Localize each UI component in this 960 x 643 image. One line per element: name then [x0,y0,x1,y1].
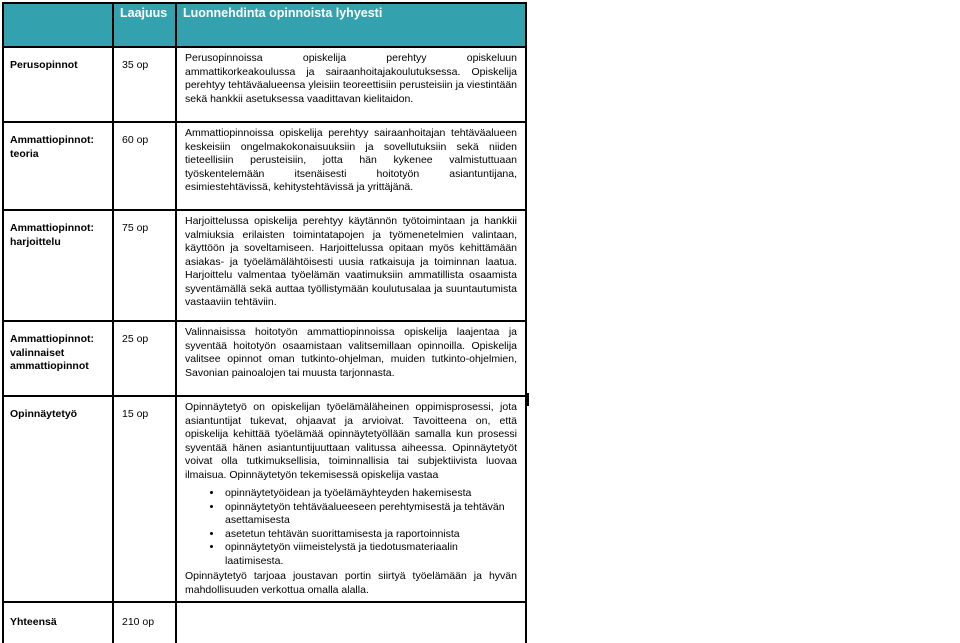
thesis-task-item: • opinnäytetyön viimeistelystä ja tiedotusmateriaalin laatimisesta. [223,541,517,568]
table-row-perusopinnot [3,47,526,122]
table-row-ammattiopinnot-harjoittelu [3,210,526,321]
row-label: Yhteensä [3,602,113,643]
header-row [3,3,526,47]
table-row-opinnaytetyo [3,396,526,602]
header-cell-category [3,3,113,47]
thesis-task-item: • opinnäytetyön tehtäväalueeseen perehtymisestä ja tehtävän asettamisesta [223,501,517,528]
thesis-task-list [185,487,517,568]
curriculum-table [2,2,527,643]
header-cell-description: Luonnehdinta opinnoista lyhyesti [176,3,526,47]
row-credits: 60 op [113,122,176,210]
text-cursor-artifact [525,393,529,406]
document-page [0,2,960,643]
row-credits: 210 op [113,602,176,643]
thesis-description-intro: Opinnäytetyö on opiskelijan työelämäläheinen oppimisprosessi, jota asiantuntijat tukevat, ohjaavat ja arvioivat. Tavoitteena on, että opiskelija kehittää työelämää opinnäytetyöllään samalla kun prosessi syventää hänen asiantuntijuuttaan valitussa aiheessa. Opinnäytetyöt voivat olla tutkimuksellisia, toiminnallisia tai subjektiivista luovaa ilmaisua. Opinnäytetyön tekemisessä opiskelija vastaa [185,401,517,481]
table-row-ammattiopinnot-valinnaiset [3,321,526,396]
table-header [3,3,526,47]
thesis-task-item: • asetetun tehtävän suorittamisesta ja raportoinnista [223,528,517,542]
row-label: Opinnäytetyö [3,396,113,602]
row-credits: 25 op [113,321,176,396]
row-label: Ammattiopinnot: harjoittelu [3,210,113,321]
row-credits: 75 op [113,210,176,321]
table-row-ammattiopinnot-teoria [3,122,526,210]
row-label: Perusopinnot [3,47,113,122]
thesis-description-outro: Opinnäytetyö tarjoaa joustavan portin siirtyä työelämään ja hyvän mahdollisuuden verkottua omalla alalla. [185,570,517,596]
row-description: Valinnaisissa hoitotyön ammattiopinnoissa opiskelija laajentaa ja syventää hoitotyön osaamistaan valitsemillaan opinnoilla. Opiskelija valitsee opinnot oman tutkinto-ohjelman, muiden tutkinto-ohjelmien, Savonian painoalojen tai muusta tarjonnasta. [176,321,526,396]
row-credits: 15 op [113,396,176,602]
row-description: Perusopinnoissa opiskelija perehtyy opiskeluun ammattikorkeakoulussa ja sairaanhoitajakoulutuksessa. Opiskelija perehtyy tehtäväalueensa yleisiin teoreettisiin perusteisiin ja viestintään sekä hankkii asetuksessa vaadittavan kielitaidon. [176,47,526,122]
row-description [176,602,526,643]
row-label: Ammattiopinnot: valinnaiset ammattiopinnot [3,321,113,396]
thesis-task-item: • opinnäytetyöidean ja työelämäyhteyden hakemisesta [223,487,517,501]
row-description: Harjoittelussa opiskelija perehtyy käytännön työtoimintaan ja hankkii valmiuksia erilaisten toimintatapojen ja työmenetelmien valintaan, käyttöön ja soveltamiseen. Harjoittelussa opitaan myös kehittämään asiakas- ja työelämälähtöisesti uusia ratkaisuja ja toiminnan laatua. Harjoittelu valmentaa työelämän vaatimuksiin ammatillista osaamista syventämällä sekä auttaa työllistymään koulutusalaa ja suuntautumista vastaaviin tehtäviin. [176,210,526,321]
row-description [176,396,526,602]
row-label: Ammattiopinnot: teoria [3,122,113,210]
row-credits: 35 op [113,47,176,122]
header-cell-laajuus: Laajuus [113,3,176,47]
table-row-yhteensa [3,602,526,643]
row-description: Ammattiopinnoissa opiskelija perehtyy sairaanhoitajan tehtäväalueen keskeisiin ongelmakokonaisuuksiin ja sovellutuksiin sekä niiden tieteellisiin perusteisiin, jotta hän kykenee valmistuttuaan työskentelemään itsenäisesti hoitotyön asiantuntijana, esimiestehtävissä, kehitystehtävissä ja yrittäjänä. [176,122,526,210]
